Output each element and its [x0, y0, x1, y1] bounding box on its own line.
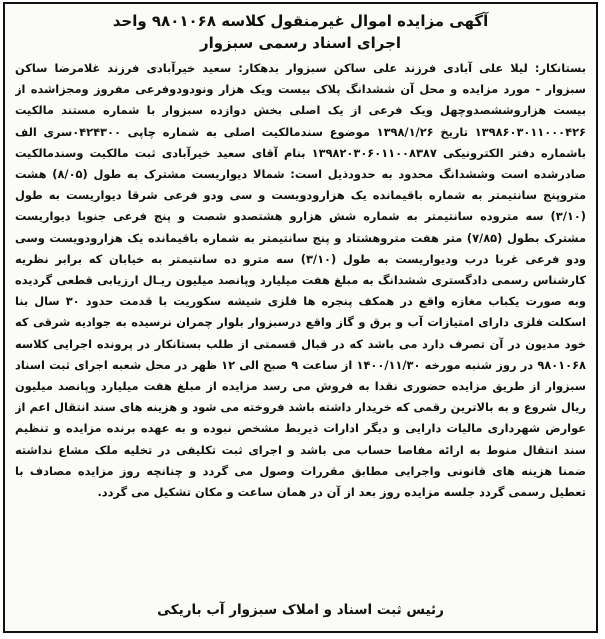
- auction-notice: [3, 2, 598, 633]
- notice-body: بستانکار: لیلا علی آبادی فرزند علی ساکن سبزوار بدهکار: سعید خیرآبادی فرزند غلامرضا ساکن سبزوار - مورد مزایده و محل آن ششدانگ پلاک بیست ویک هزار ونودودوفرعی مفروز ومجزاشده از بیست هزاروششصدوچهل ویک فرعی از یک اصلی بخش دوازده سبزوار با شماره مستند مالکیت ۱۳۹۸۶۰۳۰۱۱۰۰۰۴۲۶ تاریخ ۱۳۹۸/۱/۲۶ موضوع سندمالکیت اصلی به شماره چاپی ۰۴۲۴۳۰۰سری الف باشماره دفتر الکترونیکی ۱۳۹۸۲۰۳۰۶۰۱۱۰۰۸۳۸۷ بنام آقای سعید خیرآبادی ثبت مالکیت وسندمالکیت صادرشده است وششدانگ محدود به حدودذیل است: شمالا دیواریست مشترک به طول (۸/۰۵) هشت متروپنج سانتیمتر به شماره باقیمانده یک هزارودویست و سی ودو فرعی شرقا دیواریست به طول (۳/۱۰) سه متروده سانتیمتر به شماره شش هزارو هشتصدو شصت و پنج فرعی جنوبا دیواریست مشترک بطول (۷/۸۵) متر هفت متروهشتاد و پنج سانتیمتر به شماره باقیمانده یک هزارودویست وسی ودو فرعی غربا درب ودیواریست به طول (۳/۱۰) سه مترو ده سانتیمتر به خیابان که برابر نظریه کارشناس رسمی دادگستری ششدانگ به مبلغ هفت میلیارد وپانصد میلیون ریـال ارزیابی قطعی گردیده وبه صورت یکباب مغازه واقع در همکف پنجره ها فلزی شیشه سکوریت با قدمت حدود ۳۰ سال بنا اسکلت فلزی دارای امتیازات آب و برق و گاز واقع درسبزوار بلوار چمران نرسیده به جوادیه شرقی که خود مدیون در آن تصرف دارد می باشد که در قبال قسمتی از طلب بستانکار در پرونده اجرایی کلاسه ۹۸۰۱۰۶۸ در روز شنبه مورخه ۱۴۰۰/۱۱/۳۰ از ساعت ۹ صبح الی ۱۲ ظهر در محل شعبه اجرای ثبت اسناد سبزوار از طریق مزایده حضوری نقدا به فروش می رسد مزایده از مبلغ هفت میلیارد وپانصد میلیون ریال شروع و به بالاترین رقمی که خریدار داشته باشد فروخته می شود و هزینه های سند انتقال اعم از عوارض شهرداری مالیات دارایی و دیگر ادارات ذیربط مشخص نبوده و به عهده برنده مزایده و تنظیم سند انتقال منوط به ارائه مفاصا حساب می باشد و اجرای ثبت تکلیفی در تخلیه ملک مشاع نداشته ضمنا هزینه های قانونی واجرایی مطابق مقررات وصول می گردد و چنانچه روز مزایده مصادف با تعطیل رسمی گردد جلسه مزایده روز بعد از آن در همان ساعت و مکان تشکیل می گردد.: [15, 61, 586, 500]
- notice-subtitle: اجرای اسناد رسمی سبزوار: [199, 34, 402, 52]
- notice-signature: رئیس ثبت اسناد و املاک سبزوار آب باریکی: [157, 602, 444, 618]
- notice-title: آگهی مزایده اموال غیرمنقول کلاسه ۹۸۰۱۰۶۸ واحد: [112, 12, 489, 30]
